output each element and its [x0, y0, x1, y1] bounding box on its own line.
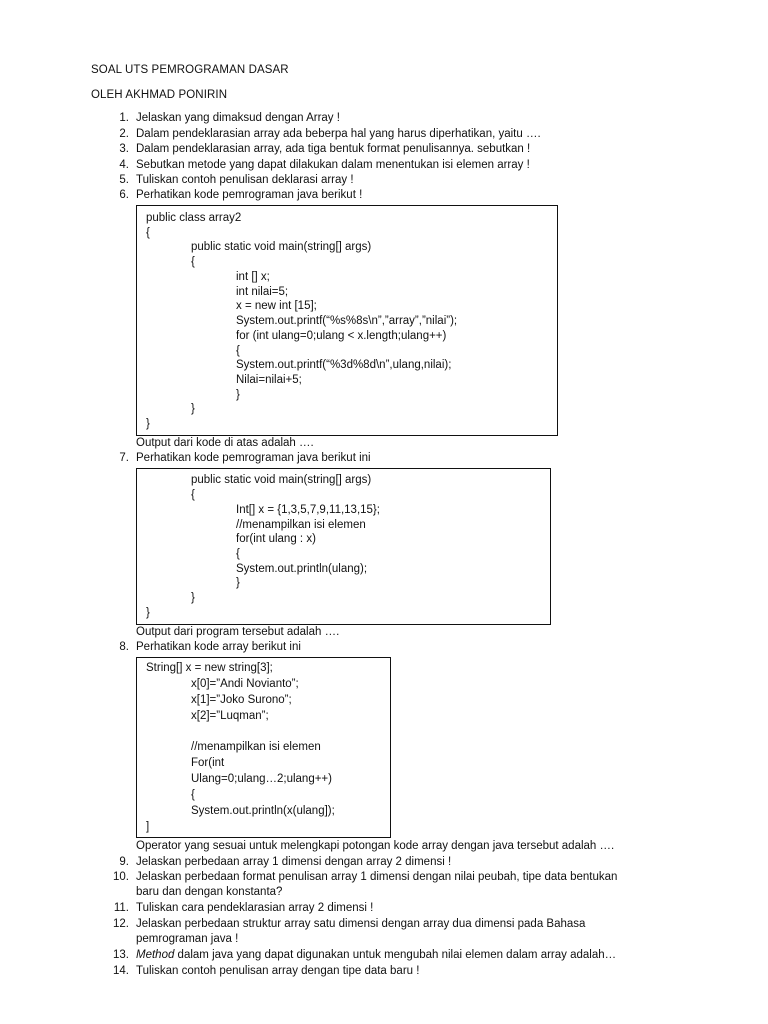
question-text: Tuliskan contoh penulisan deklarasi array !: [136, 174, 354, 186]
question-text: Perhatikan kode pemrograman java berikut ini: [136, 452, 371, 464]
question-number: 8.: [119, 641, 129, 653]
code-box-question-8: [136, 657, 391, 838]
code-line: {: [236, 345, 240, 357]
question-number: 2.: [119, 128, 129, 140]
question-text-line1: Jelaskan perbedaan struktur array satu dimensi dengan array dua dimensi pada Bahasa: [136, 918, 586, 930]
code-line: int nilai=5;: [236, 286, 289, 298]
question-text-line1: Jelaskan perbedaan format penulisan array 1 dimensi dengan nilai peubah, tipe data bentukan: [136, 871, 618, 883]
question-text: Jelaskan yang dimaksud dengan Array !: [136, 112, 340, 124]
question-number: 1.: [119, 112, 129, 124]
code-line: x[0]=”Andi Novianto”;: [191, 678, 299, 690]
code-line: System.out.println(ulang);: [236, 563, 368, 575]
code-line: {: [191, 789, 195, 801]
question-text: Tuliskan contoh penulisan array dengan tipe data baru !: [136, 965, 420, 977]
question-number: 11.: [113, 902, 129, 914]
output-prompt-6: Output dari kode di atas adalah ….: [136, 437, 314, 449]
code-line: }: [191, 403, 195, 415]
code-line: }: [191, 592, 195, 604]
code-line: {: [146, 227, 150, 239]
question-text: Perhatikan kode pemrograman java berikut !: [136, 189, 363, 201]
code-line: public static void main(string[] args): [191, 474, 372, 486]
code-line: }: [146, 607, 150, 619]
question-text: Perhatikan kode array berikut ini: [136, 641, 301, 653]
code-line: Ulang=0;ulang…2;ulang++): [191, 773, 332, 785]
question-text: Tuliskan cara pendeklarasian array 2 dimensi !: [136, 902, 374, 914]
code-box-question-6: [136, 205, 558, 436]
question-number: 6.: [119, 189, 129, 201]
question-number: 5.: [119, 174, 129, 186]
question-text: Dalam pendeklarasian array, ada tiga bentuk format penulisannya. sebutkan !: [136, 143, 531, 155]
document-author: OLEH AKHMAD PONIRIN: [91, 89, 228, 101]
code-line: x[2]=”Luqman”;: [191, 710, 269, 722]
question-text-rest: dalam java yang dapat digunakan untuk mengubah nilai elemen dalam array adalah…: [174, 949, 617, 961]
question-number: 3.: [119, 143, 129, 155]
code-line: Int[] x = {1,3,5,7,9,11,13,15};: [236, 504, 380, 516]
code-line: Nilai=nilai+5;: [236, 374, 302, 386]
code-line: public static void main(string[] args): [191, 241, 372, 253]
code-line: System.out.println(x(ulang]);: [191, 805, 335, 817]
code-line: ]: [146, 821, 150, 833]
code-line: for (int ulang=0;ulang < x.length;ulang++): [236, 330, 447, 342]
document-title: SOAL UTS PEMROGRAMAN DASAR: [91, 64, 289, 76]
question-text: Sebutkan metode yang dapat dilakukan dalam menentukan isi elemen array !: [136, 159, 530, 171]
output-prompt-7: Output dari program tersebut adalah ….: [136, 626, 340, 638]
code-line: For(int: [191, 757, 225, 769]
question-number: 9.: [119, 856, 129, 868]
code-line: for(int ulang : x): [236, 533, 316, 545]
question-number: 12.: [113, 918, 129, 930]
question-number: 7.: [119, 452, 129, 464]
code-line: //menampilkan isi elemen: [236, 519, 366, 531]
method-italic: Method: [136, 949, 175, 961]
code-line: x[1]=”Joko Surono”;: [191, 694, 292, 706]
question-text-line2: pemrograman java !: [136, 933, 239, 945]
question-number: 10.: [113, 871, 129, 883]
code-line: System.out.printf(“%3d%8d\n”,ulang,nilai);: [236, 359, 452, 371]
question-text-line2: baru dan dengan konstanta?: [136, 886, 283, 898]
question-text: [136, 948, 701, 963]
question-number: 13.: [113, 949, 129, 961]
code-line: {: [191, 489, 195, 501]
operator-prompt-8: Operator yang sesuai untuk melengkapi potongan kode array dengan java tersebut adalah ….: [136, 840, 615, 852]
code-line: int [] x;: [236, 271, 270, 283]
code-line: public class array2: [146, 212, 242, 224]
question-number: 14.: [113, 965, 129, 977]
question-text: Dalam pendeklarasian array ada beberpa hal yang harus diperhatikan, yaitu ….: [136, 128, 541, 140]
code-line: x = new int [15];: [236, 300, 317, 312]
question-text: Jelaskan perbedaan array 1 dimensi dengan array 2 dimensi !: [136, 856, 452, 868]
question-number: 4.: [119, 159, 129, 171]
code-line: }: [236, 389, 240, 401]
code-line: String[] x = new string[3];: [146, 662, 273, 674]
code-box-question-7: [136, 468, 551, 625]
code-line: {: [191, 256, 195, 268]
code-line: System.out.printf(“%s%8s\n”,”array”,”nilai”);: [236, 315, 458, 327]
code-line: //menampilkan isi elemen: [191, 741, 321, 753]
code-line: }: [146, 418, 150, 430]
code-line: {: [236, 548, 240, 560]
code-line: }: [236, 577, 240, 589]
